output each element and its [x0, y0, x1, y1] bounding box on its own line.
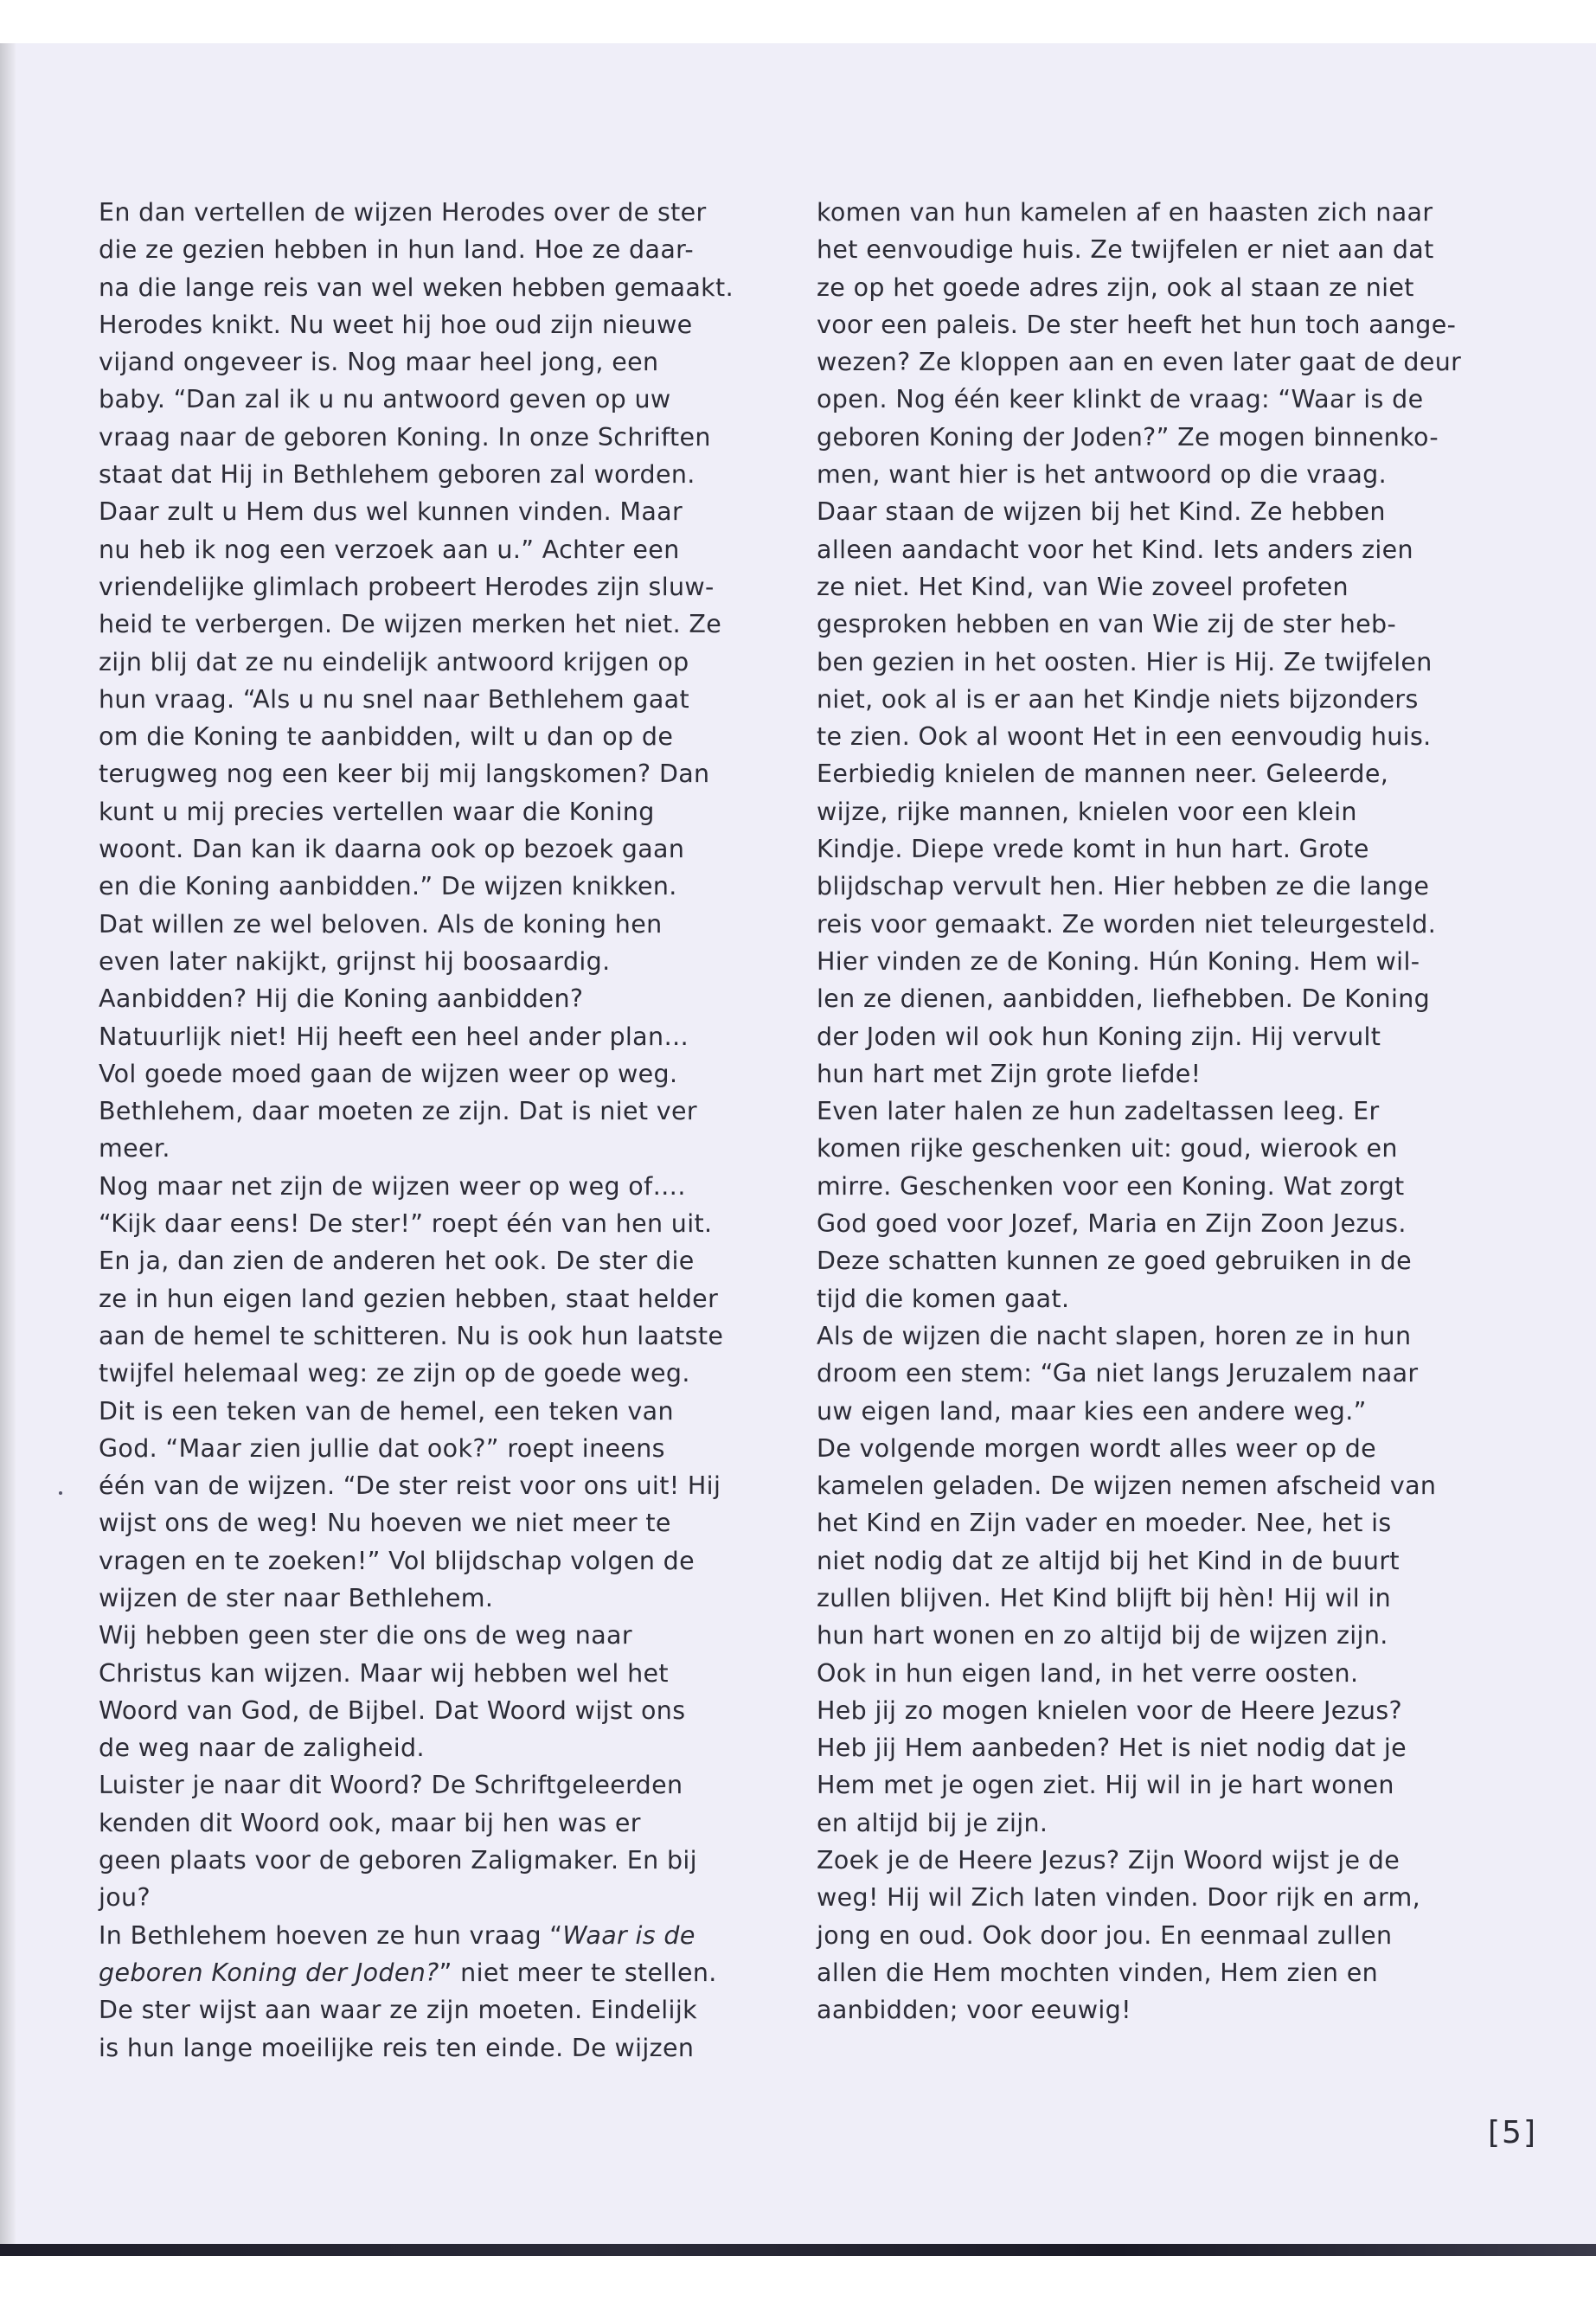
text-line: Luister je naar dit Woord? De Schriftgeleerden — [99, 1771, 683, 1800]
text-line: Even later halen ze hun zadeltassen leeg. Er — [817, 1097, 1380, 1126]
text-line: kenden dit Woord ook, maar bij hen was er — [99, 1808, 641, 1837]
text-line: te zien. Ook al woont Het in een eenvoudig huis. — [817, 722, 1432, 752]
text-line: Als de wijzen die nacht slapen, horen ze in hun — [817, 1321, 1412, 1350]
page-number: [5] — [1488, 2115, 1537, 2150]
text-line: len ze dienen, aanbidden, liefhebben. De Koning — [817, 984, 1431, 1014]
text-line: ben gezien in het oosten. Hier is Hij. Ze twijfelen — [817, 647, 1433, 676]
text-line: Wij hebben geen ster die ons de weg naar — [99, 1621, 632, 1650]
text-line — [99, 1917, 773, 1954]
scan-bottom-margin — [0, 2256, 1596, 2301]
italic-quote: Waar is de — [562, 1920, 695, 1950]
left-text-column — [99, 194, 773, 2067]
page — [16, 43, 1596, 2256]
text-line — [99, 1954, 773, 1991]
text-line: Woord van God, de Bijbel. Dat Woord wijst ons — [99, 1695, 686, 1725]
text-line: Eerbiedig knielen de mannen neer. Geleerde, — [817, 760, 1389, 789]
text-line: Kindje. Diepe vrede komt in hun hart. Grote — [817, 835, 1369, 864]
text-line: nu heb ik nog een verzoek aan u.” Achter een — [99, 535, 680, 564]
text-line: ze niet. Het Kind, van Wie zoveel profeten — [817, 572, 1349, 601]
text-line: gesproken hebben en van Wie zij de ster heb- — [817, 610, 1397, 639]
text-line: en altijd bij je zijn. — [817, 1808, 1048, 1837]
text-line: De volgende morgen wordt alles weer op de — [817, 1433, 1377, 1463]
text-line: God goed voor Jozef, Maria en Zijn Zoon Jezus. — [817, 1209, 1407, 1239]
text-line: reis voor gemaakt. Ze worden niet teleurgesteld. — [817, 909, 1437, 939]
text-line: Vol goede moed gaan de wijzen weer op weg. — [99, 1059, 678, 1088]
text-line: die ze gezien hebben in hun land. Hoe ze daar- — [99, 235, 695, 265]
text-line: vriendelijke glimlach probeert Herodes zijn sluw- — [99, 572, 715, 601]
text-line: Hem met je ogen ziet. Hij wil in je hart wonen — [817, 1771, 1394, 1800]
text-line: God. “Maar zien jullie dat ook?” roept ineens — [99, 1433, 665, 1463]
text-line: Daar zult u Hem dus wel kunnen vinden. Maar — [99, 497, 683, 527]
text-line: is hun lange moeilijke reis ten einde. De wijzen — [99, 2033, 695, 2062]
text-line: Hier vinden ze de Koning. Hún Koning. Hem wil- — [817, 946, 1420, 976]
text-line: wijze, rijke mannen, knielen voor een klein — [817, 797, 1357, 826]
text-line: het eenvoudige huis. Ze twijfelen er niet aan dat — [817, 235, 1434, 265]
text-line: zijn blij dat ze nu eindelijk antwoord krijgen op — [99, 647, 689, 676]
text-line: Dat willen ze wel beloven. Als de koning hen — [99, 909, 663, 939]
text-line: niet nodig dat ze altijd bij het Kind in de buurt — [817, 1546, 1400, 1575]
text-line: even later nakijkt, grijnst hij boosaardig. — [99, 946, 611, 976]
text-line: twijfel helemaal weg: ze zijn op de goede weg. — [99, 1359, 690, 1388]
text-fragment: In Bethlehem hoeven ze hun vraag “ — [99, 1920, 563, 1950]
italic-quote: geboren Koning der Joden? — [99, 1958, 439, 1987]
text-line: en die Koning aanbidden.” De wijzen knikken. — [99, 872, 677, 901]
text-line: wijst ons de weg! Nu hoeven we niet meer te — [99, 1509, 671, 1538]
text-line: ze in hun eigen land gezien hebben, staat helder — [99, 1284, 719, 1313]
text-line: kunt u mij precies vertellen waar die Koning — [99, 797, 655, 826]
text-line: Daar staan de wijzen bij het Kind. Ze hebben — [817, 497, 1386, 527]
text-line: vragen en te zoeken!” Vol blijdschap volgen de — [99, 1546, 695, 1575]
text-line: niet, ook al is er aan het Kindje niets bijzonders — [817, 684, 1419, 714]
scan-left-shadow — [0, 43, 16, 2258]
text-line: ze op het goede adres zijn, ook al staan ze niet — [817, 272, 1414, 302]
text-line: wezen? Ze kloppen aan en even later gaat de deur — [817, 348, 1462, 377]
text-line: vijand ongeveer is. Nog maar heel jong, een — [99, 348, 659, 377]
text-line: Aanbidden? Hij die Koning aanbidden? — [99, 984, 584, 1014]
text-line: der Joden wil ook hun Koning zijn. Hij vervult — [817, 1022, 1381, 1051]
text-line: droom een stem: “Ga niet langs Jeruzalem naar — [817, 1359, 1419, 1388]
text-line: tijd die komen gaat. — [817, 1284, 1070, 1313]
text-line: Natuurlijk niet! Hij heeft een heel ander plan… — [99, 1022, 689, 1051]
right-text-column — [817, 194, 1491, 2029]
text-line: het Kind en Zijn vader en moeder. Nee, het is — [817, 1509, 1392, 1538]
text-line: De ster wijst aan waar ze zijn moeten. Eindelijk — [99, 1996, 697, 2025]
text-line: meer. — [99, 1134, 170, 1163]
text-line: men, want hier is het antwoord op die vraag. — [817, 460, 1388, 490]
text-line: hun hart met Zijn grote liefde! — [817, 1059, 1202, 1088]
text-line: Herodes knikt. Nu weet hij hoe oud zijn nieuwe — [99, 310, 693, 339]
scan-bottom-edge — [0, 2244, 1596, 2256]
text-line: terugweg nog een keer bij mij langskomen? Dan — [99, 760, 710, 789]
text-line: Dit is een teken van de hemel, een teken van — [99, 1396, 674, 1426]
text-line: staat dat Hij in Bethlehem geboren zal worden. — [99, 460, 695, 490]
text-line: mirre. Geschenken voor een Koning. Wat zorgt — [817, 1171, 1405, 1201]
text-fragment: ” niet meer te stellen. — [439, 1958, 717, 1987]
text-line: kamelen geladen. De wijzen nemen afscheid van — [817, 1471, 1437, 1501]
text-line: weg! Hij wil Zich laten vinden. Door rijk en arm, — [817, 1883, 1421, 1913]
text-line: uw eigen land, maar kies een andere weg.” — [817, 1396, 1367, 1426]
text-line: baby. “Dan zal ik u nu antwoord geven op uw — [99, 385, 671, 414]
text-line: aanbidden; voor eeuwig! — [817, 1996, 1131, 2025]
text-line: Nog maar net zijn de wijzen weer op weg of…. — [99, 1171, 686, 1201]
text-line: Heb jij Hem aanbeden? Het is niet nodig dat je — [817, 1734, 1407, 1763]
text-line: woont. Dan kan ik daarna ook op bezoek gaan — [99, 835, 685, 864]
text-line: “Kijk daar eens! De ster!” roept één van hen uit. — [99, 1209, 713, 1239]
text-line: Bethlehem, daar moeten ze zijn. Dat is niet ver — [99, 1097, 697, 1126]
text-line: Deze schatten kunnen ze goed gebruiken in de — [817, 1247, 1412, 1276]
text-line: alleen aandacht voor het Kind. Iets anders zien — [817, 535, 1413, 564]
text-line: één van de wijzen. “De ster reist voor ons uit! Hij — [99, 1471, 721, 1501]
text-line: blijdschap vervult hen. Hier hebben ze die lange — [817, 872, 1430, 901]
text-line: hun hart wonen en zo altijd bij de wijzen zijn. — [817, 1621, 1388, 1650]
text-line: vraag naar de geboren Koning. In onze Schriften — [99, 422, 711, 452]
text-line: geboren Koning der Joden?” Ze mogen binnenko- — [817, 422, 1439, 452]
text-line: om die Koning te aanbidden, wilt u dan op de — [99, 722, 674, 752]
text-line: de weg naar de zaligheid. — [99, 1734, 425, 1763]
text-line: komen van hun kamelen af en haasten zich naar — [817, 198, 1433, 227]
text-line: heid te verbergen. De wijzen merken het niet. Ze — [99, 610, 722, 639]
scan-speck — [59, 1491, 62, 1495]
text-line: hun vraag. “Als u nu snel naar Bethlehem gaat — [99, 684, 690, 714]
text-line: open. Nog één keer klinkt de vraag: “Waar is de — [817, 385, 1424, 414]
text-line: na die lange reis van wel weken hebben gemaakt. — [99, 272, 734, 302]
text-line: Christus kan wijzen. Maar wij hebben wel het — [99, 1658, 669, 1688]
text-line: Heb jij zo mogen knielen voor de Heere Jezus? — [817, 1695, 1402, 1725]
text-line: En dan vertellen de wijzen Herodes over de ster — [99, 198, 707, 227]
text-line: komen rijke geschenken uit: goud, wierook en — [817, 1134, 1398, 1163]
scan-top-margin — [0, 0, 1596, 43]
text-line: allen die Hem mochten vinden, Hem zien en — [817, 1958, 1379, 1987]
text-line: Ook in hun eigen land, in het verre oosten. — [817, 1658, 1359, 1688]
text-line: En ja, dan zien de anderen het ook. De ster die — [99, 1247, 695, 1276]
text-line: jou? — [99, 1883, 151, 1913]
text-line: jong en oud. Ook door jou. En eenmaal zullen — [817, 1920, 1393, 1950]
text-line: voor een paleis. De ster heeft het hun toch aange- — [817, 310, 1457, 339]
text-line: Zoek je de Heere Jezus? Zijn Woord wijst je de — [817, 1846, 1401, 1875]
text-line: zullen blijven. Het Kind blijft bij hèn! Hij wil in — [817, 1583, 1392, 1612]
text-line: wijzen de ster naar Bethlehem. — [99, 1583, 494, 1612]
text-line: aan de hemel te schitteren. Nu is ook hun laatste — [99, 1321, 724, 1350]
text-line: geen plaats voor de geboren Zaligmaker. En bij — [99, 1846, 697, 1875]
